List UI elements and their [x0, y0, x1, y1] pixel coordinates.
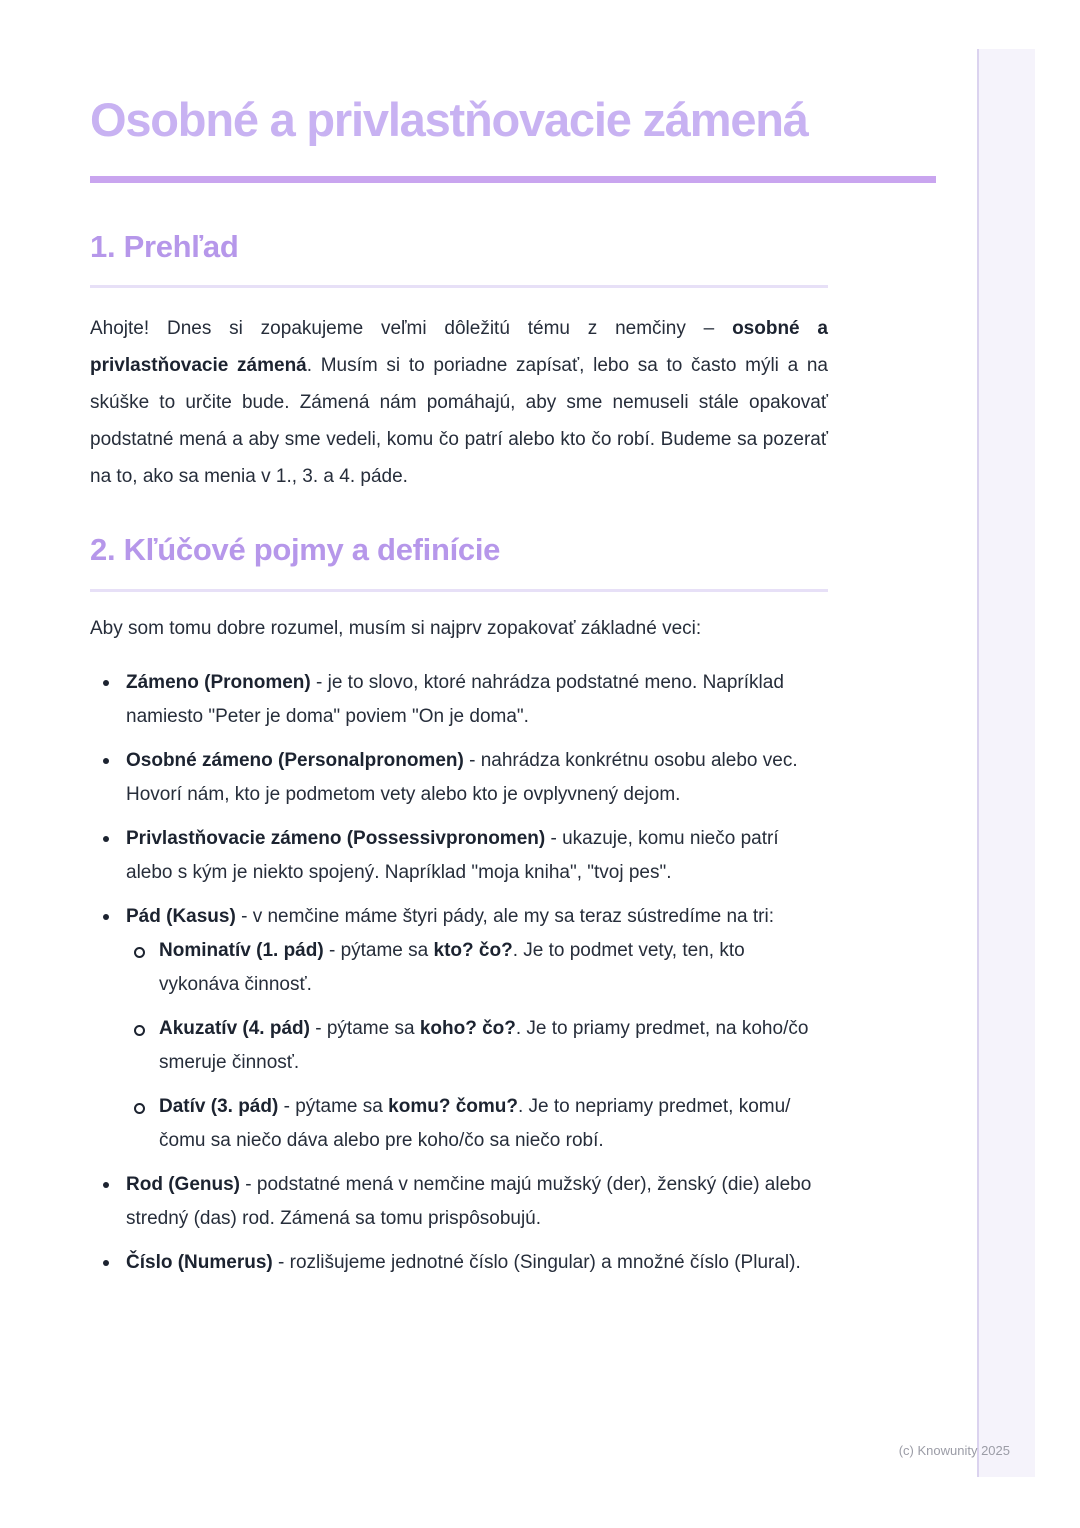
section-key-terms	[90, 530, 828, 1280]
text: - je to slovo, ktoré nahrádza podstatné meno. Napríklad namiesto "Peter je doma" poviem "On je doma".	[126, 672, 784, 727]
section-divider	[90, 589, 828, 592]
text: - ukazuje, komu niečo patrí alebo s kým je niekto spojený. Napríklad "moja kniha", "tvoj pes".	[126, 828, 779, 883]
text: . Je to podmet vety, ten, kto vykonáva činnosť.	[159, 940, 745, 995]
list-item	[126, 1168, 828, 1236]
bold-text: Privlastňovacie zámeno (Possessivpronomen)	[126, 828, 546, 849]
list-item	[126, 822, 828, 890]
bold-text: Rod (Genus)	[126, 1174, 240, 1195]
bold-text: Pád (Kasus)	[126, 906, 236, 927]
bold-text: koho? čo?	[419, 1018, 516, 1039]
key-terms-list	[90, 666, 828, 1280]
bold-text: komu? čomu?	[388, 1096, 518, 1117]
text: - rozlišujeme jednotné číslo (Singular) a množné číslo (Plural).	[272, 1252, 801, 1273]
bold-text: Zámeno (Pronomen)	[126, 672, 311, 693]
bold-text: Osobné zámeno (Personalpronomen)	[126, 750, 464, 771]
section-divider	[90, 285, 828, 288]
title-rule	[90, 176, 936, 183]
list-item	[126, 744, 828, 812]
text: . Musím si to poriadne zapísať, lebo sa to často mýli a na skúške to určite bude. Zámená nám pomáhajú, aby sme nemuseli stále opakovať podstatné mená a aby sme vedeli, komu čo patrí alebo kto čo robí. Budeme sa pozerať na to, ako sa menia v 1., 3. a 4. páde.	[90, 355, 828, 487]
sub-list	[126, 934, 828, 1158]
copyright-footer: (c) Knowunity 2025	[898, 1443, 1010, 1458]
overview-paragraph	[90, 310, 828, 495]
page-edge-stripe	[977, 49, 1035, 1477]
text: - v nemčine máme štyri pády, ale my sa teraz sústredíme na tri:	[235, 906, 774, 927]
text: . Je to priamy predmet, na koho/čo smeruje činnosť.	[159, 1018, 809, 1073]
section-overview	[90, 227, 828, 495]
bold-text: Akuzatív (4. pád)	[159, 1018, 310, 1039]
text: - pýtame sa	[323, 940, 434, 961]
bold-text: Datív (3. pád)	[159, 1096, 279, 1117]
bold-text: kto? čo?	[433, 940, 513, 961]
text: Ahojte! Dnes si zopakujeme veľmi dôležitú tému z nemčiny –	[90, 318, 733, 339]
list-item	[126, 900, 828, 1158]
section-heading-overview: 1. Prehľad	[90, 229, 239, 264]
list-item	[126, 1246, 828, 1280]
text: - pýtame sa	[309, 1018, 420, 1039]
bold-text: osobné a privlastňovacie zámená	[90, 318, 829, 376]
text: - podstatné mená v nemčine majú mužský (der), ženský (die) alebo stredný (das) rod. Zámená sa tomu prispôsobujú.	[126, 1174, 812, 1229]
bold-text: Číslo (Numerus)	[126, 1252, 273, 1273]
list-item	[126, 666, 828, 734]
text: - pýtame sa	[278, 1096, 389, 1117]
sub-list-item	[159, 1012, 828, 1080]
page-title: Osobné a privlastňovacie zámená	[90, 93, 808, 146]
key-terms-intro: Aby som tomu dobre rozumel, musím si najprv zopakovať základné veci:	[90, 618, 702, 639]
text: . Je to nepriamy predmet, komu/čomu sa niečo dáva alebo pre koho/čo sa niečo robí.	[159, 1096, 791, 1151]
text: - nahrádza konkrétnu osobu alebo vec. Hovorí nám, kto je podmetom vety alebo kto je ovplyvnený dejom.	[126, 750, 798, 805]
sub-list-item	[159, 934, 828, 1002]
sub-list-item	[159, 1090, 828, 1158]
bold-text: Nominatív (1. pád)	[159, 940, 324, 961]
section-heading-key-terms: 2. Kľúčové pojmy a definície	[90, 532, 501, 567]
document-content	[90, 0, 828, 1290]
